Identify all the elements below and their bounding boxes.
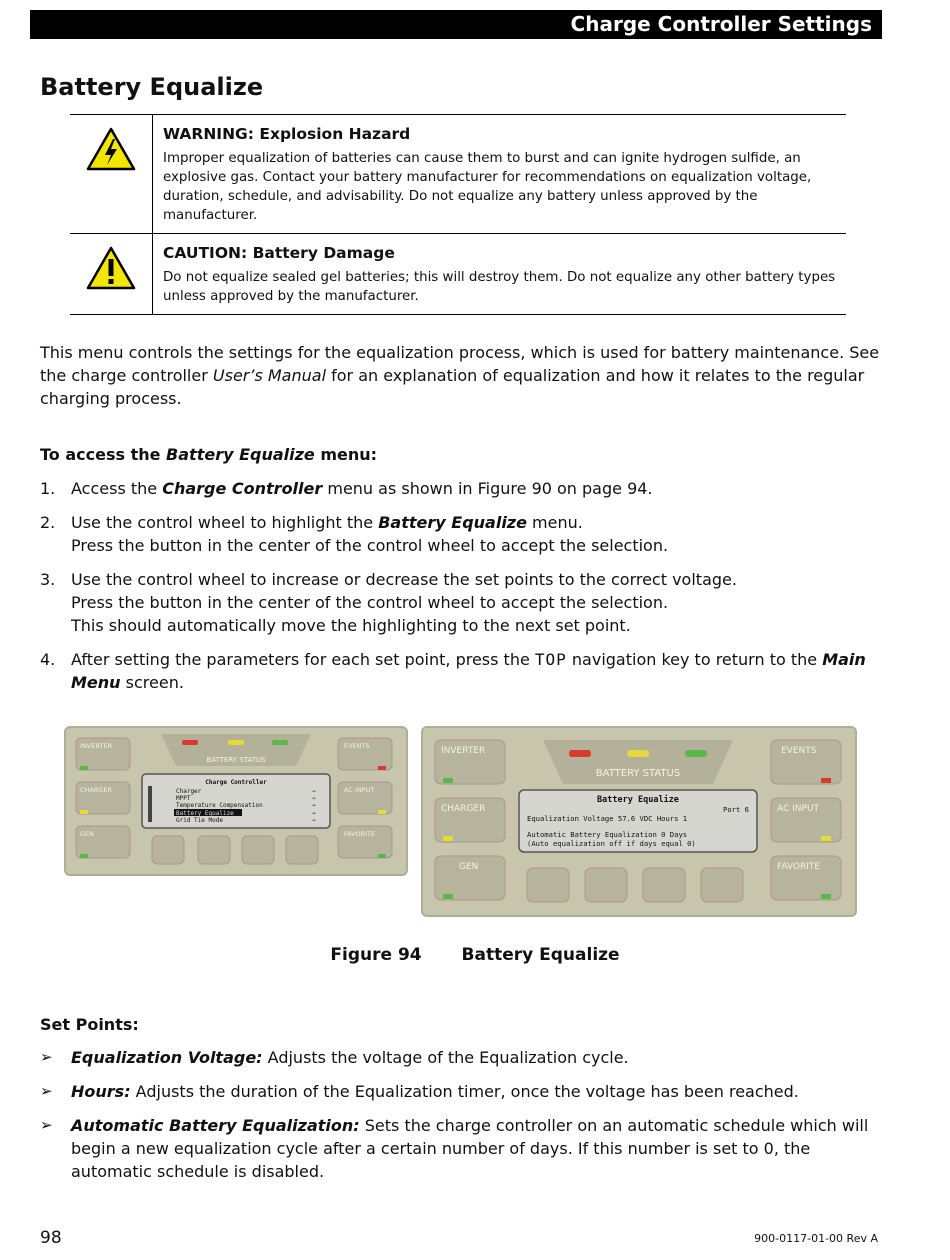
svg-text:CHARGER: CHARGER (441, 804, 486, 814)
arrow-bullet-icon: ➢ (40, 1048, 53, 1066)
status-led-red (569, 750, 591, 757)
svg-text:Port 6: Port 6 (723, 805, 749, 814)
svg-text:Temperature Compensation: Temperature Compensation (176, 802, 263, 809)
svg-text:FAVORITE: FAVORITE (344, 830, 376, 838)
set-points-list (40, 1046, 880, 1194)
step-item: 3. Use the control wheel to increase or decrease the set points to the correct voltage. Press the button in the center of the control wheel to accept the selection. This should automatically move the highlighting to the next set point. (40, 570, 737, 635)
safety-notice-table (70, 114, 846, 315)
figure-number: Figure 94 (330, 945, 422, 965)
svg-text:AC INPUT: AC INPUT (777, 804, 820, 814)
caution-body: Do not equalize sealed gel batteries; this will destroy them. Do not equalize any other battery types unless approved by the manufacturer. (163, 270, 836, 304)
svg-text:EVENTS: EVENTS (344, 742, 370, 750)
status-led-yellow (627, 750, 649, 757)
svg-text:INVERTER: INVERTER (441, 746, 486, 756)
warning-row (70, 115, 846, 234)
document-code: 900-0117-01-00 Rev A (754, 1232, 878, 1245)
warning-title: WARNING: Explosion Hazard (163, 125, 411, 143)
arrow-bullet-icon: ➢ (40, 1082, 53, 1100)
manual-reference: User’s Manual (212, 366, 327, 385)
step-item: 1. Access the Charge Controller menu as shown in Figure 90 on page 94. (40, 479, 653, 498)
svg-text:Charger: Charger (176, 788, 202, 795)
status-led-green (272, 740, 288, 745)
control-panel-left-drawing (66, 728, 406, 874)
svg-text:AC INPUT: AC INPUT (344, 786, 375, 794)
access-heading: To access the Battery Equalize menu: (40, 445, 378, 464)
svg-text:⇒: ⇒ (312, 788, 316, 795)
status-led-red (182, 740, 198, 745)
page-number: 98 (40, 1228, 62, 1248)
svg-text:FAVORITE: FAVORITE (777, 862, 821, 872)
set-points-heading: Set Points: (40, 1015, 139, 1034)
list-item: ➢ Hours: Adjusts the duration of the Equalization timer, once the voltage has been reached. (40, 1082, 799, 1101)
step-item: 2. Use the control wheel to highlight the Battery Equalize menu. Press the button in the center of the control wheel to accept the selection. (40, 513, 669, 555)
svg-text:⇒: ⇒ (312, 802, 316, 809)
svg-text:⇒: ⇒ (312, 817, 316, 824)
svg-text:Equalization Voltage 57.6 VD: Equalization Voltage 57.6 VDC Hours 1 (527, 814, 688, 823)
status-led-yellow (228, 740, 244, 745)
procedure-steps (40, 477, 880, 705)
figure-title: Battery Equalize (461, 945, 620, 965)
warning-body: Improper equalization of batteries can cause them to burst and can ignite hydrogen sulfide, an explosive gas. Contact your battery manufacturer for recommendations on equalization voltage, duration, schedule, and advisability. Do not equalize any battery unless approved by the manufacturer. (163, 151, 812, 223)
svg-text:GEN: GEN (459, 862, 479, 872)
svg-text:(Auto equalization off if days: (Auto equalization off if days equal 0) (527, 839, 696, 848)
step-item: 4. After setting the parameters for each set point, press the TOP navigation key to return to the Main Menu screen. (40, 650, 866, 692)
svg-text:Battery Equalize: Battery Equalize (176, 810, 234, 817)
svg-text:MPPT: MPPT (176, 795, 191, 802)
svg-text:Automatic Battery Equalization: Automatic Battery Equalization 0 Days (527, 830, 688, 839)
figure-caption (0, 945, 950, 965)
list-item: ➢ Equalization Voltage: Adjusts the voltage of the Equalization cycle. (40, 1048, 629, 1067)
intro-paragraph: This menu controls the settings for the equalization process, which is used for battery maintenance. See the charge controller User’s Manual for an explanation of equalization and how it relates to the regular charging process. (40, 343, 880, 408)
svg-text:⇒: ⇒ (312, 795, 316, 802)
svg-text:INVERTER: INVERTER (80, 742, 112, 750)
svg-text:⇒: ⇒ (312, 810, 316, 817)
caution-title: CAUTION: Battery Damage (163, 244, 395, 262)
top-key-label: TOP (534, 650, 567, 669)
control-panel-left (64, 726, 408, 876)
status-led-green (685, 750, 707, 757)
svg-text:CHARGER: CHARGER (80, 786, 113, 794)
section-header-bar (30, 10, 882, 39)
control-panel-right (421, 726, 857, 917)
electrical-hazard-icon (86, 127, 136, 171)
caution-exclamation-icon (86, 246, 136, 290)
section-title: Charge Controller Settings (570, 12, 872, 36)
page-title: Battery Equalize (40, 73, 264, 101)
list-item: ➢ Automatic Battery Equalization: Sets the charge controller on an automatic schedule which will begin a new equalization cycle after a certain number of days. If this number is set to 0, the automatic schedule is disabled. (40, 1116, 869, 1181)
svg-text:Battery Equalize: Battery Equalize (597, 795, 679, 805)
caution-row (70, 234, 846, 315)
svg-text:BATTERY STATUS: BATTERY STATUS (595, 768, 681, 779)
svg-text:GEN: GEN (80, 830, 95, 838)
svg-text:Grid Tie Mode: Grid Tie Mode (176, 817, 223, 824)
control-panel-right-drawing (423, 728, 855, 915)
svg-text:EVENTS: EVENTS (781, 746, 817, 756)
svg-text:BATTERY STATUS: BATTERY STATUS (206, 756, 266, 764)
arrow-bullet-icon: ➢ (40, 1116, 53, 1134)
svg-text:Charge Controller: Charge Controller (205, 779, 267, 786)
